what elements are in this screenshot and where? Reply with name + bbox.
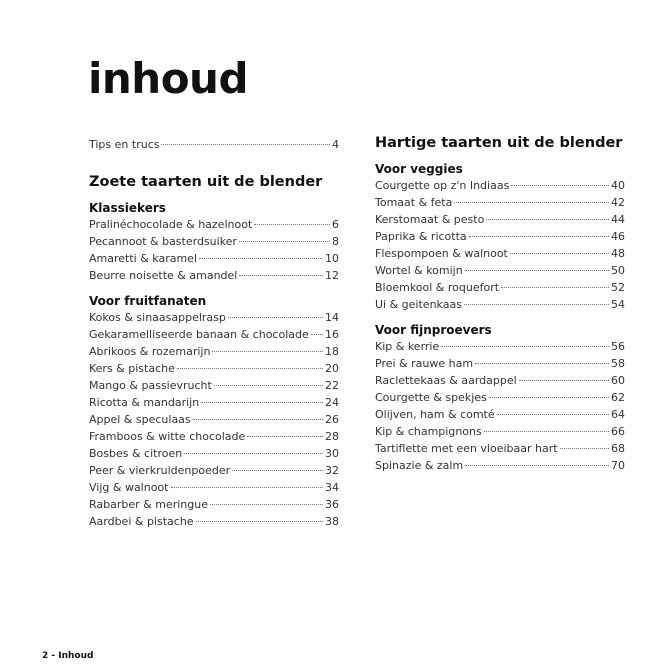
toc-entry-label: Courgette & spekjes bbox=[375, 391, 487, 404]
toc-entry-label: Wortel & komijn bbox=[375, 264, 463, 277]
toc-entry-tips[interactable] bbox=[89, 136, 339, 153]
dot-leader bbox=[239, 275, 323, 276]
dot-leader bbox=[177, 368, 323, 369]
dot-leader bbox=[484, 431, 609, 432]
toc-entry[interactable] bbox=[375, 296, 625, 313]
section-title-sweet: Zoete taarten uit de blender bbox=[89, 174, 323, 190]
toc-entry-page: 42 bbox=[611, 196, 625, 209]
dot-leader bbox=[489, 397, 609, 398]
toc-entry[interactable] bbox=[375, 262, 625, 279]
toc-entry-label: Kip & kerrie bbox=[375, 340, 440, 353]
toc-entry-page: 62 bbox=[611, 391, 625, 404]
dot-leader bbox=[560, 448, 609, 449]
page-title: inhoud bbox=[88, 54, 249, 103]
toc-entry-label: Appel & speculaas bbox=[89, 413, 191, 426]
toc-entry-page: 50 bbox=[611, 264, 625, 277]
toc-entry-page: 10 bbox=[325, 252, 339, 265]
toc-entry-label: Abrikoos & rozemarijn bbox=[89, 345, 211, 358]
dot-leader bbox=[232, 470, 323, 471]
toc-entry-label: Tips en trucs bbox=[89, 138, 160, 151]
toc-entry[interactable] bbox=[89, 309, 339, 326]
toc-entry[interactable] bbox=[375, 355, 625, 372]
toc-entry[interactable] bbox=[375, 338, 625, 355]
toc-entry-label: Raclettekaas & aardappel bbox=[375, 374, 517, 387]
toc-entry-page: 44 bbox=[611, 213, 625, 226]
toc-entry-page: 12 bbox=[325, 269, 339, 282]
toc-entry-page: 34 bbox=[325, 481, 339, 494]
toc-entry-page: 16 bbox=[325, 328, 339, 341]
dot-leader bbox=[161, 144, 330, 145]
right-column bbox=[375, 134, 625, 474]
toc-entry[interactable] bbox=[375, 423, 625, 440]
dot-leader bbox=[465, 270, 609, 271]
toc-entry-page: 28 bbox=[325, 430, 339, 443]
dot-leader bbox=[465, 465, 609, 466]
dot-leader bbox=[228, 317, 323, 318]
section-title-savory: Hartige taarten uit de blender bbox=[375, 135, 623, 151]
toc-entry-label: Vijg & walnoot bbox=[89, 481, 169, 494]
dot-leader bbox=[201, 402, 323, 403]
toc-entry[interactable] bbox=[375, 194, 625, 211]
toc-entry[interactable] bbox=[375, 372, 625, 389]
page-footer: 2 - Inhoud bbox=[42, 651, 94, 661]
toc-entry-page: 8 bbox=[332, 235, 339, 248]
toc-entry[interactable] bbox=[375, 211, 625, 228]
dot-leader bbox=[441, 346, 609, 347]
dot-leader bbox=[475, 363, 609, 364]
group-title: Klassiekers bbox=[89, 201, 166, 215]
toc-entry-label: Tartiflette met een vloeibaar hart bbox=[375, 442, 558, 455]
toc-entry-label: Bosbes & citroen bbox=[89, 447, 183, 460]
toc-entry-page: 56 bbox=[611, 340, 625, 353]
dot-leader bbox=[519, 380, 609, 381]
group-title: Voor fruitfanaten bbox=[89, 294, 207, 308]
toc-entry[interactable] bbox=[375, 228, 625, 245]
toc-entry-page: 70 bbox=[611, 459, 625, 472]
toc-entry-label: Pralinéchocolade & hazelnoot bbox=[89, 218, 253, 231]
toc-entry[interactable] bbox=[89, 326, 339, 343]
toc-entry[interactable] bbox=[89, 216, 339, 233]
toc-entry[interactable] bbox=[89, 233, 339, 250]
toc-entry-label: Amaretti & karamel bbox=[89, 252, 198, 265]
toc-entry-label: Tomaat & feta bbox=[375, 196, 453, 209]
dot-leader bbox=[196, 521, 323, 522]
toc-entry[interactable] bbox=[89, 496, 339, 513]
dot-leader bbox=[193, 419, 323, 420]
toc-entry-page: 18 bbox=[325, 345, 339, 358]
toc-entry-page: 6 bbox=[332, 218, 339, 231]
toc-entry-label: Beurre noisette & amandel bbox=[89, 269, 238, 282]
toc-entry-label: Ricotta & mandarijn bbox=[89, 396, 200, 409]
left-groups bbox=[89, 200, 339, 530]
group-title: Voor fijnproevers bbox=[375, 323, 492, 337]
dot-leader bbox=[199, 258, 323, 259]
toc-entry[interactable] bbox=[375, 389, 625, 406]
toc-entry-label: Kokos & sinaasappelrasp bbox=[89, 311, 226, 324]
toc-entry-label: Kip & champignons bbox=[375, 425, 482, 438]
toc-entry[interactable] bbox=[375, 279, 625, 296]
toc-entry[interactable] bbox=[375, 457, 625, 474]
dot-leader bbox=[311, 334, 323, 335]
toc-entry-label: Kerstomaat & pesto bbox=[375, 213, 485, 226]
toc-entry[interactable] bbox=[375, 440, 625, 457]
toc-entry-page: 26 bbox=[325, 413, 339, 426]
toc-entry[interactable] bbox=[89, 462, 339, 479]
toc-entry-label: Gekaramelliseerde banaan & chocolade bbox=[89, 328, 309, 341]
toc-entry-label: Paprika & ricotta bbox=[375, 230, 467, 243]
toc-entry-label: Bloemkool & roquefort bbox=[375, 281, 500, 294]
toc-entry-page: 4 bbox=[332, 138, 339, 151]
group-title: Voor veggies bbox=[375, 162, 463, 176]
dot-leader bbox=[254, 224, 330, 225]
toc-entry[interactable] bbox=[89, 394, 339, 411]
toc-entry[interactable] bbox=[89, 428, 339, 445]
dot-leader bbox=[510, 253, 609, 254]
toc-entry-page: 54 bbox=[611, 298, 625, 311]
toc-entry-label: Peer & vierkruidenpoeder bbox=[89, 464, 231, 477]
dot-leader bbox=[486, 219, 609, 220]
toc-entry-page: 36 bbox=[325, 498, 339, 511]
toc-entry-page: 14 bbox=[325, 311, 339, 324]
dot-leader bbox=[464, 304, 609, 305]
toc-entry[interactable] bbox=[89, 513, 339, 530]
toc-entry-page: 24 bbox=[325, 396, 339, 409]
toc-entry-label: Aardbei & pistache bbox=[89, 515, 194, 528]
dot-leader bbox=[212, 351, 323, 352]
toc-entry[interactable] bbox=[89, 267, 339, 284]
toc-entry-page: 46 bbox=[611, 230, 625, 243]
toc-entry-page: 68 bbox=[611, 442, 625, 455]
toc-entry-page: 66 bbox=[611, 425, 625, 438]
dot-leader bbox=[214, 385, 323, 386]
toc-entry[interactable] bbox=[89, 445, 339, 462]
toc-entry-page: 22 bbox=[325, 379, 339, 392]
dot-leader bbox=[454, 202, 609, 203]
toc-entry-page: 40 bbox=[611, 179, 625, 192]
toc-entry-page: 20 bbox=[325, 362, 339, 375]
toc-entry-label: Courgette op z'n Indiaas bbox=[375, 179, 510, 192]
toc-entry-label: Prei & rauwe ham bbox=[375, 357, 474, 370]
toc-entry-label: Ui & geitenkaas bbox=[375, 298, 462, 311]
dot-leader bbox=[171, 487, 324, 488]
toc-entry[interactable] bbox=[89, 250, 339, 267]
toc-entry[interactable] bbox=[89, 377, 339, 394]
toc-entry-label: Pecannoot & basterdsuiker bbox=[89, 235, 237, 248]
toc-entry-page: 64 bbox=[611, 408, 625, 421]
toc-entry-label: Framboos & witte chocolade bbox=[89, 430, 246, 443]
toc-entry-page: 48 bbox=[611, 247, 625, 260]
dot-leader bbox=[469, 236, 609, 237]
dot-leader bbox=[184, 453, 323, 454]
toc-entry[interactable] bbox=[89, 479, 339, 496]
dot-leader bbox=[239, 241, 330, 242]
toc-entry[interactable] bbox=[89, 343, 339, 360]
dot-leader bbox=[247, 436, 323, 437]
toc-entry-label: Spinazie & zalm bbox=[375, 459, 464, 472]
toc-entry-label: Rabarber & meringue bbox=[89, 498, 208, 511]
dot-leader bbox=[511, 185, 609, 186]
toc-entry-label: Flespompoen & walnoot bbox=[375, 247, 508, 260]
dot-leader bbox=[501, 287, 609, 288]
dot-leader bbox=[210, 504, 323, 505]
toc-entry-page: 58 bbox=[611, 357, 625, 370]
toc-entry[interactable] bbox=[89, 411, 339, 428]
toc-entry-page: 52 bbox=[611, 281, 625, 294]
right-groups bbox=[375, 161, 625, 474]
toc-entry-label: Mango & passievrucht bbox=[89, 379, 212, 392]
toc-entry-page: 32 bbox=[325, 464, 339, 477]
toc-entry[interactable] bbox=[375, 245, 625, 262]
toc-entry-page: 60 bbox=[611, 374, 625, 387]
toc-entry-page: 38 bbox=[325, 515, 339, 528]
toc-entry[interactable] bbox=[89, 360, 339, 377]
toc-entry[interactable] bbox=[375, 406, 625, 423]
toc-entry-page: 30 bbox=[325, 447, 339, 460]
toc-entry[interactable] bbox=[375, 177, 625, 194]
left-column bbox=[89, 136, 339, 530]
dot-leader bbox=[497, 414, 609, 415]
toc-entry-label: Olijven, ham & comté bbox=[375, 408, 495, 421]
toc-entry-label: Kers & pistache bbox=[89, 362, 175, 375]
